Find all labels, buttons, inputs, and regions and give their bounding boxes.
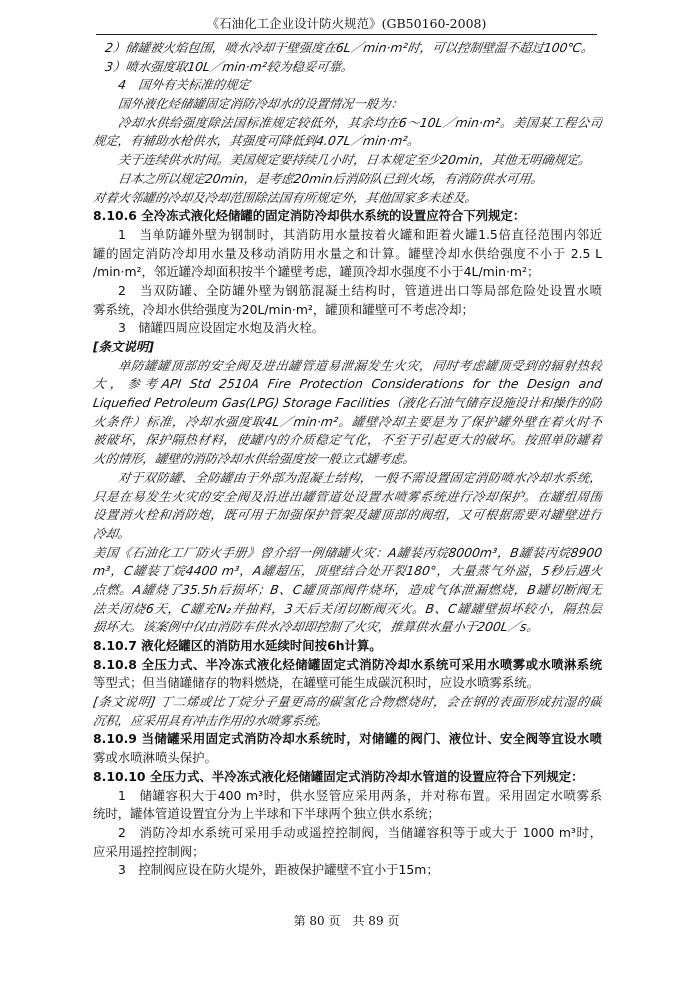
page-body <box>93 39 602 880</box>
text-line: 8.10.7 液化烃罐区的消防用水延续时间按6h计算。 <box>93 638 382 653</box>
text-line: [条文说明] 丁二烯或比丁烷分子量更高的碳氢化合物燃烧时，会在钢的表面形成抗湿的碳 <box>92 694 604 710</box>
text-line: [条文说明] <box>93 339 154 354</box>
text-line: Liquefied Petroleum Gas(LPG) Storage Facilities（液化石油气储存设施设计和操作的防 <box>92 395 604 411</box>
text-line: 2）储罐被火焰包围，喷水冷却干壁强度在6L／min·m²时，可以控制壁温不超过100℃。 <box>104 40 595 55</box>
page-footer: 第 80 页 共 89 页 <box>293 914 400 928</box>
text-line: 规定，有辅助水枪供水，其强度可降低到4.07L／min·m²。 <box>92 133 421 149</box>
page-header: 《石油化工企业设计防火规范》(GB50160-2008) <box>206 16 487 31</box>
header-rule <box>96 34 597 35</box>
text-line: 统时，罐体管道设置宜分为上半球和下半球两个独立供水系统； <box>93 806 440 822</box>
text-line: 3）喷水强度取10L／min·m²较为稳妥可靠。 <box>104 58 355 74</box>
text-line: 国外液化烃储罐固定消防冷却水的设置情况一般为： <box>117 96 405 112</box>
text-line: 只是在易发生火灾的安全阀及沿进出罐管道处设置水喷雾系统进行冷却保护。在罐组周围 <box>92 488 604 504</box>
text-line: 火条件）标准，冷却水强度取4L／min·m²。罐壁冷却主要是为了保护罐外壁在着火时不 <box>92 413 604 429</box>
text-line: 1 储罐容积大于400 m³时，供水竖管应采用两条，并对称布置。采用固定水喷雾系 <box>118 787 602 803</box>
text-line: 法关闭烧6天，C罐充N₂并抽料，3天后关闭切断阀灭火。B、C罐罐壁损坏较小，隔热层 <box>92 600 604 616</box>
text-line: 损坏大。该案例中仅由消防车供水冷却即控制了火灾，推算供水量小于200L／s。 <box>92 619 541 635</box>
text-line: 等型式；但当储罐储存的物料燃烧，在罐壁可能生成碳沉积时，应设水喷雾系统。 <box>93 675 540 691</box>
text-line: 美国《石油化工厂防火手册》曾介绍一例储罐火灾：A罐装丙烷8000m³，B罐装丙烷8900 <box>92 544 604 560</box>
text-line: 日本之所以规定20min，是考虑20min后消防队已到火场，有消防供水可用。 <box>117 170 545 186</box>
text-line: 关于连续供水时间。美国规定要持续几小时，日本规定至少20min，其他无明确规定。 <box>117 152 592 168</box>
text-line: 对着火邻罐的冷却及冷却范围除法国有所规定外，其他国家多未述及。 <box>92 189 479 205</box>
text-line: 对于双防罐、全防罐由于外部为混凝土结构，一般不需设置固定消防喷水冷却水系统， <box>117 469 604 485</box>
text-line: 设置消火栓和消防炮，既可用于加强保护管架及罐顶部的阀组，又可根据需要对罐壁进行 <box>92 507 604 523</box>
text-line: 被破坏，保护隔热材料，使罐内的介质稳定气化，不至于引起更大的破坏。按照单防罐着 <box>92 432 604 448</box>
text-line: 雾或水喷淋喷头保护。 <box>93 750 217 766</box>
text-line: 沉积，应采用具有冲击作用的水喷雾系统。 <box>92 712 330 728</box>
text-line: 2 消防冷却水系统可采用手动或遥控控制阀，当储罐容积等于或大于 1000 m³时， <box>118 824 602 840</box>
text-line: 3 储罐四周应设固定水炮及消火栓。 <box>118 320 325 336</box>
text-line: 8.10.10 全压力式、半冷冻式液化烃储罐固定式消防冷却水管道的设置应符合下列规定： <box>93 768 584 784</box>
text-line: 8.10.6 全冷冻式液化烃储罐的固定消防冷却供水系统的设置应符合下列规定： <box>93 208 526 224</box>
text-line: 3 控制阀应设在防火堤外，距被保护罐壁不宜小于15m； <box>118 862 439 878</box>
text-line: /min·m²，邻近罐冷却面积按半个罐壁考虑，罐顶冷却水强度不小于4L/min·m²； <box>93 264 540 280</box>
text-line: 冷却水供给强度除法国标准规定较低外，其余均在6～10L／min·m²。美国某工程公司 <box>117 114 604 130</box>
text-line: 8.10.9 当储罐采用固定式消防冷却水系统时，对储罐的阀门、液位计、安全阀等宜设水喷 <box>93 731 602 747</box>
text-line: 8.10.8 全压力式、半冷冻式液化烃储罐固定式消防冷却水系统可采用水喷雾或水喷淋系统 <box>93 656 602 672</box>
text-line: 火的情形，罐壁的消防冷却水供给强度按一般立式罐考虑。 <box>92 451 417 467</box>
text-line: 点燃。A罐烧了35.5h后损坏；B、C罐顶部阀件烧坏，造成气体泄漏燃烧，B罐切断阀无 <box>92 581 604 597</box>
text-line: 应采用遥控控制阀； <box>93 843 205 859</box>
text-line: 2 当双防罐、全防罐外壁为钢筋混凝土结构时，管道进出口等局部危险处设置水喷 <box>118 282 602 298</box>
text-line: 4 国外有关标准的规定 <box>117 77 251 93</box>
text-line: 单防罐罐顶部的安全阀及进出罐管道易泄漏发生火灾，同时考虑罐顶受到的辐射热较 <box>117 357 604 373</box>
text-line: m³，C罐装丁烷4400 m³，A罐超压，顶壁结合处开裂180°，大量蒸气外溢，5秒后遇火 <box>92 563 604 579</box>
text-line: 大，参考API Std 2510A Fire Protection Considerations for the Design and <box>92 376 604 392</box>
text-line: 雾系统，冷却水供给强度为20L/min·m²，罐顶和罐壁可不考虑冷却； <box>93 301 474 317</box>
text-line: 冷却。 <box>92 525 132 541</box>
text-line: 罐的固定消防冷却用水量及移动消防用水量之和计算。罐壁冷却水供给强度不小于 2.5 L <box>93 245 602 261</box>
text-line: 1 当单防罐外壁为钢制时，其消防用水量按着火罐和距着火罐1.5倍直径范围内邻近 <box>118 226 602 242</box>
